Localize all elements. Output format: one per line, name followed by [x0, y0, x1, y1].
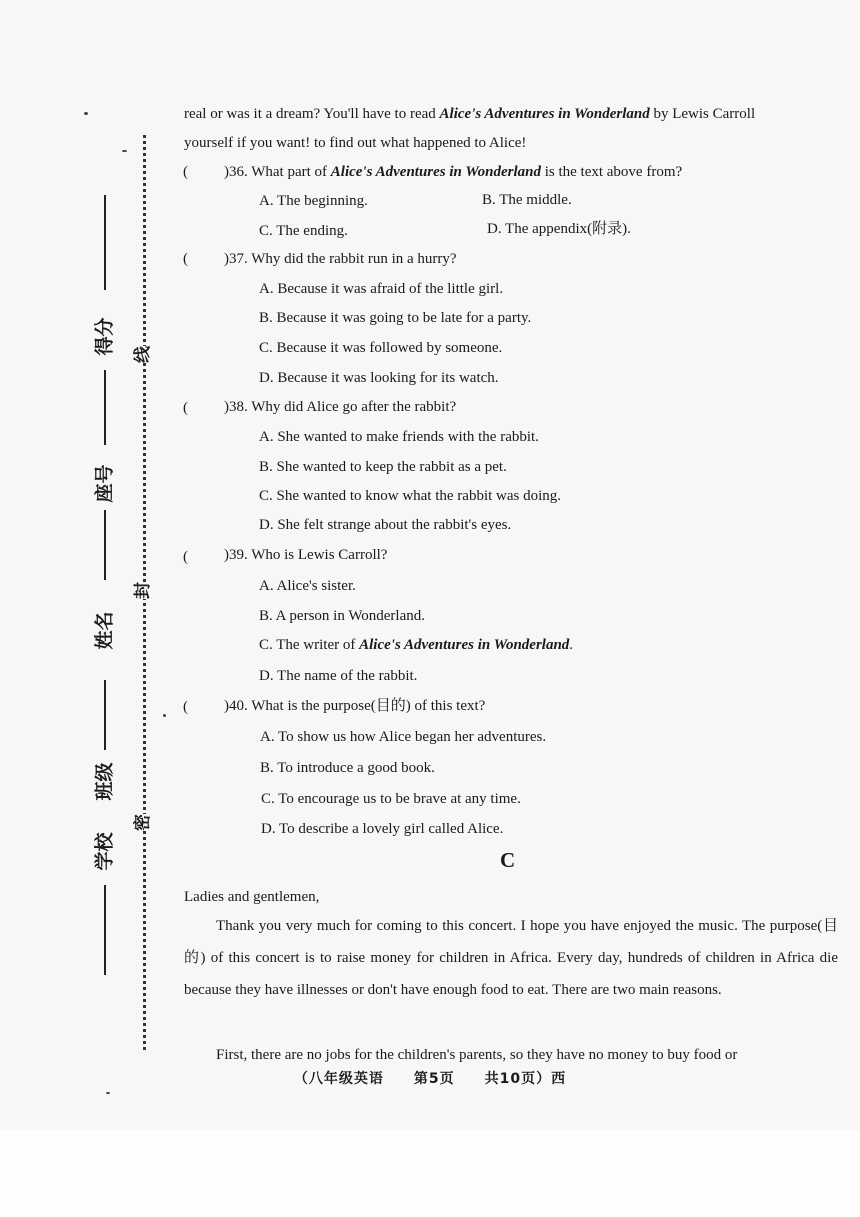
scan-speck [84, 112, 88, 115]
seal-char-feng: 封 [126, 582, 155, 599]
answer-paren[interactable]: ( [183, 251, 188, 267]
class-label: 班级 [93, 762, 116, 801]
book-title: Alice's Adventures in Wonderland [439, 106, 650, 122]
stem-text: is the text above from? [540, 164, 683, 180]
option-d: D. To describe a lovely girl called Alice. [261, 821, 504, 837]
answer-paren[interactable]: ( [183, 699, 188, 715]
passage-text: real or was it a dream? You'll have to read [184, 106, 440, 122]
score-blank-line [104, 195, 106, 290]
passage-text: by Lewis Carroll [649, 106, 756, 122]
passage-line-1 [184, 104, 755, 124]
seal-char-xian: 线 [126, 346, 155, 363]
option-a: A. Because it was afraid of the little girl. [259, 281, 504, 297]
scan-speck [163, 714, 166, 717]
option-d: D. She felt strange about the rabbit's eyes. [259, 517, 512, 533]
passage-line-2: yourself if you want! to find out what happened to Alice! [184, 135, 527, 151]
page-footer: （八年级英语 第5页 共10页）西 [293, 1071, 567, 1087]
option-text: C. The writer of [259, 637, 360, 653]
option-c: C. The ending. [259, 223, 348, 239]
option-b: B. To introduce a good book. [260, 760, 435, 776]
option-a: A. Alice's sister. [259, 578, 356, 594]
option-c: C. Because it was followed by someone. [259, 340, 503, 356]
answer-paren[interactable]: ( [183, 549, 188, 565]
question-stem: )38. Why did Alice go after the rabbit? [224, 399, 457, 415]
answer-paren[interactable]: ( [183, 400, 188, 416]
seat-number-label: 座号 [93, 464, 116, 503]
question-stem [224, 162, 682, 182]
option-text: . [569, 637, 574, 653]
question-stem: )37. Why did the rabbit run in a hurry? [224, 251, 457, 267]
answer-paren[interactable]: ( [183, 164, 188, 180]
score-label: 得分 [93, 317, 116, 356]
option-b: B. A person in Wonderland. [259, 608, 426, 624]
school-blank-line [104, 885, 106, 975]
stem-text: )36. What part of [224, 164, 331, 180]
option-a: A. To show us how Alice began her adventures. [260, 729, 547, 745]
option-a: A. The beginning. [259, 193, 368, 209]
scan-speck [122, 150, 127, 152]
option-a: A. She wanted to make friends with the rabbit. [259, 429, 539, 445]
paragraph-1: Thank you very much for coming to this concert. I hope you have enjoyed the music. The purpose(目的) of this concert is to raise money for children in Africa. Every day, hundreds of children in Africa die because they have illnesses or don't have enough food to eat. There are two main reasons. [184, 918, 838, 998]
school-label: 学校 [93, 832, 116, 871]
seal-char-mi: 密 [126, 814, 155, 831]
option-c: C. She wanted to know what the rabbit was doing. [259, 488, 562, 504]
paragraph-2: First, there are no jobs for the children's parents, so they have no money to buy food or [216, 1047, 738, 1063]
book-title: Alice's Adventures in Wonderland [330, 164, 541, 180]
option-b: B. The middle. [482, 192, 572, 208]
seat-blank-line [104, 370, 106, 445]
salutation: Ladies and gentlemen, [184, 889, 320, 905]
scan-speck [106, 1092, 110, 1094]
option-d: D. Because it was looking for its watch. [259, 370, 499, 386]
class-blank-line [104, 680, 106, 750]
name-blank-line [104, 510, 106, 580]
option-d: D. The appendix(附录). [487, 221, 631, 237]
question-stem: )39. Who is Lewis Carroll? [224, 547, 388, 563]
book-title: Alice's Adventures in Wonderland [359, 637, 570, 653]
option-b: B. She wanted to keep the rabbit as a pet. [259, 459, 507, 475]
question-stem: )40. What is the purpose(目的) of this text? [224, 698, 486, 714]
option-c: C. To encourage us to be brave at any time. [261, 791, 521, 807]
option-c [259, 635, 573, 655]
name-label: 姓名 [93, 611, 116, 650]
section-heading: C [500, 848, 516, 872]
option-b: B. Because it was going to be late for a party. [259, 310, 532, 326]
option-d: D. The name of the rabbit. [259, 668, 418, 684]
